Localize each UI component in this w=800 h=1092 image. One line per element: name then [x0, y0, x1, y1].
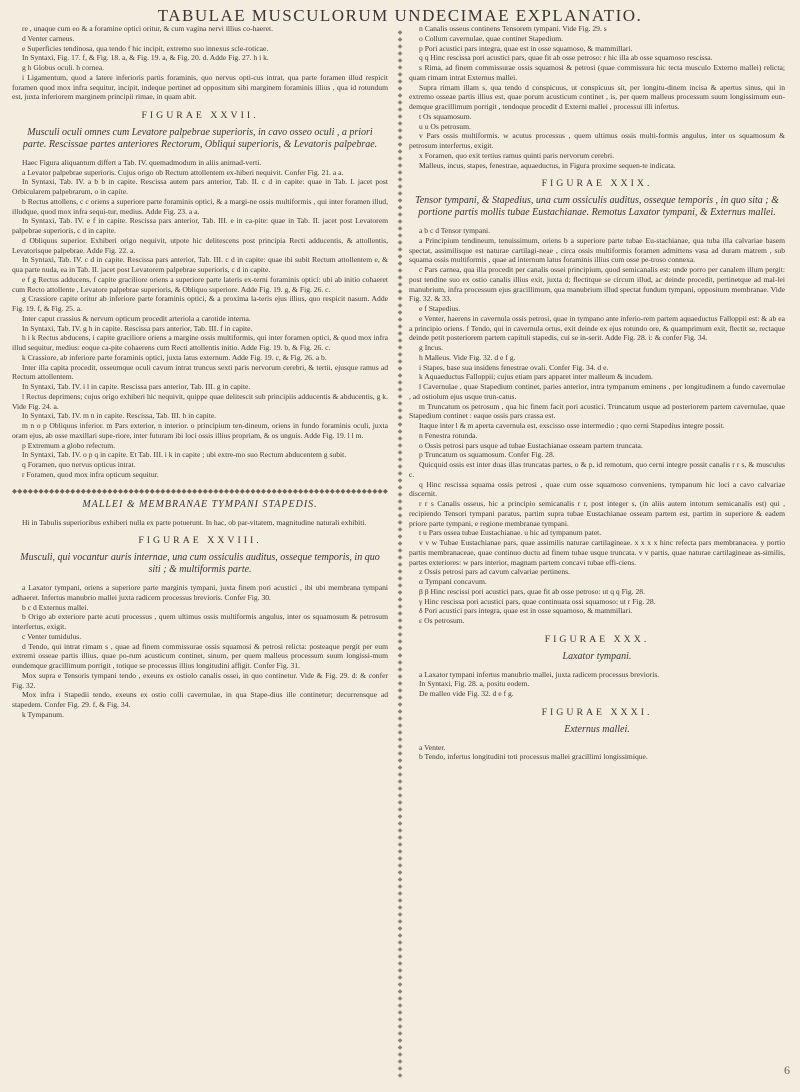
figure-29-caption: Tensor tympani, & Stapedius, una cum ossiculis auditus, osseque temporis , in quo sita ; & portione partis mollis tubae Eustachianae. Remotus Laxator tympani, & Externus mallei. [415, 195, 779, 218]
text-paragraph: Itaque inter l & m aperta cavernula est, exscisso osse intermedio ; quo cerni Stapedius integre possit. [419, 421, 725, 430]
text-paragraph: h Malleus. Vide Fig. 32. d e f g. [419, 352, 516, 362]
text-paragraph: δ Pori acustici pars integra, quae est in osse squamoso, & mammillari. [419, 606, 633, 616]
text-paragraph: d Tendo, qui intrat rimam s , quae ad finem commissurae ossis squamosi & petrosi relicta: posteaque pergit per eum extremi osseae partis illius, quae po-rum acusticum continet, sinum, per quem malleus processum suum longissi-mum eundemque gracillimum porrigit , totique se processus illius longitudini affigit. Confer Fig. 31. [12, 641, 388, 670]
left-column [12, 24, 388, 720]
text-paragraph: a Levator palpebrae superioris. Cujus origo ob Rectum attollentem ex-hiberi nequivit. Confer Fig. 21. a a. [22, 167, 344, 177]
text-paragraph: e f Stapedius. [419, 304, 461, 313]
text-paragraph: a Laxator tympani infertus manubrio mallei, juxta radicem processus brevioris. [419, 669, 660, 679]
text-paragraph: Quicquid ossis est inter duas illas truncatas partes, o & p, id remotum, quo cerni integre possit canalis r r s, & musculus c. [409, 460, 785, 479]
text-paragraph: g h Globus oculi. h cornea. [22, 63, 105, 72]
figure-30-title: FIGURAE XXX. [544, 633, 650, 645]
text-paragraph: In Syntaxi, Tab. IV. o p q in capite. Et Tab. III. i k in capite ; ubi extre-mo suo Rectum abducentem g subit. [22, 450, 347, 460]
text-paragraph: In Syntaxi, Fig. 17. f, & Fig. 18. a, & Fig. 19. a, & Fig. 20. d. Adde Fig. 27. h i k. [22, 53, 269, 63]
figure-27-title: FIGURAE XXVII. [141, 110, 259, 121]
text-paragraph: α Tympani concavum. [419, 577, 487, 586]
text-paragraph: a Principium tendineum, tenuissimum, oriens b a superiore parte tubae Eu-stachianae, qua tuba illa calvariae basem spectat, assimilisque est naturae cartilagi-neae , circa ossis multiformis foramen admittens vasa ad duram matrem , sub squama ossis multiformis , quae ad internum latus foraminis illius cum osse pe-troso connexa. [409, 235, 785, 265]
ornament-divider: ◆◆◆◆◆◆◆◆◆◆◆◆◆◆◆◆◆◆◆◆◆◆◆◆◆◆◆◆◆◆◆◆◆◆◆◆◆◆◆◆◆◆◆◆◆◆◆◆◆◆◆◆◆◆◆◆◆◆◆◆◆◆◆◆◆◆◆◆◆◆◆ [12, 487, 389, 495]
text-paragraph: r Foramen, quod mox infra opticum sequitur. [22, 469, 159, 479]
text-paragraph: k Crassiore, ab inferiore parte foraminis optici, juxta latus externum. Adde Fig. 19. c, & Fig. 26. a b. [22, 352, 327, 362]
text-paragraph: e Superficies tendinosa, qua tendo f hic incipit, extremo suo innexus scle-roticae. [22, 43, 269, 53]
text-paragraph: Mox infra i Stapedii tendo, exeuns ex ostio colli cavernulae, in qua Stape-dius ille continetur; decurrensque ad stapedem. Confer Fig. 29. f, & Fig. 34. [12, 690, 388, 709]
text-paragraph: m Truncatum os petrosum , qua hic finem facit pori acustici. Truncatum usque ad posteriorem partem cavernulae, quae Stapedium continet : eaque ossis pars crassa est. [409, 401, 785, 421]
figure-27-paragraphs [12, 158, 388, 480]
text-paragraph: c Venter tumidulus. [22, 631, 82, 641]
figure-28-caption: Musculi, qui vocantur auris internae, una cum ossiculis auditus, osseque temporis, in quo siti ; & multiformis parte. [20, 552, 380, 575]
figure-31-caption: Externus mallei. [564, 723, 630, 735]
text-paragraph: s Rima, ad finem commissurae ossis squamosi & petrosi (quae commissura hic tecta musculo Externo mallei) relicta; quam rimam intrat Externus mallei. [409, 63, 785, 82]
section-paragraphs [12, 518, 388, 528]
text-paragraph: b Tendo, infertus longitudini toti processus mallei gracillimi longissimique. [419, 752, 648, 762]
text-paragraph: x Foramen, quo exit tertius ramus quinti paris nervorum cerebri. [419, 150, 615, 160]
text-paragraph: β β Hinc rescissi pori acustici pars, quae fit ab osse petroso: ut q q Fig. 28. [419, 586, 646, 596]
text-paragraph: b c d Externus mallei. [22, 602, 89, 612]
text-paragraph: In Syntaxi, Tab. IV. a b b in capite. Rescissa autem pars anterior, Tab. II. c d in capite: quae in Tab. I. jacet post Orbicularem palpebrarum, o in capite. [12, 177, 388, 196]
text-paragraph: De malleo vide Fig. 32. d e f g. [419, 689, 514, 698]
text-paragraph: In Syntaxi, Tab. IV. i l in capite. Rescissa pars anterior, Tab. III. g in capite. [22, 382, 251, 391]
text-paragraph: r r s Canalis osseus, hic a principio semicanalis r r, post integer s, (in aliis autem intotum semicanalis est) qui , recipiendo Tensori tympani paratus, partim supra tubae Eustachianae osseam partem est, partim in superiore & eadem priore parte tympani, e regione membranae tympani. [409, 499, 785, 528]
text-paragraph: Malleus, incus, stapes, fenestrae, aquaeductus, in Figura proxime sequen-te indicata. [419, 160, 676, 170]
text-paragraph: In Syntaxi, Tab. IV. c d in capite. Rescissa pars anterior, Tab. III. c d in capite: quae ibi subit Rectum attollentem e, & qua parte nuda, ea in Tab. II. jacet post Levatorem palpebrae superioris, c d in capite. [12, 255, 388, 274]
text-paragraph: Inter caput crassius & nervum opticum procedit arteriola a carotide interna. [22, 313, 251, 323]
text-paragraph: z Ossis petrosi pars ad cavum calvariae pertinens. [419, 567, 570, 577]
text-paragraph: p Extremum a globo refectum. [22, 440, 115, 450]
text-paragraph: k Aquaeductus Falloppii; cujus etiam pars apparet inter malleum & incudem. [419, 372, 653, 382]
text-paragraph: g Crassiore capite oritur ab inferiore parte foraminis optici, & a proxima la-teris ejus illius, quo respicit nasum. Adde Fig. 19. f, & Fig. 25. a. [12, 294, 388, 313]
text-paragraph: o Ossis petrosi pars usque ad tubae Eustachianae osseam partem truncata. [419, 440, 643, 450]
text-paragraph: ε Os petrosum. [419, 616, 465, 625]
text-paragraph: a Venter. [419, 742, 446, 752]
column-divider: ◆ ◆ ◆ ◆ ◆ ◆ ◆ ◆ ◆ ◆ ◆ ◆ ◆ ◆ ◆ ◆ ◆ ◆ ◆ ◆ ◆ ◆ ◆ ◆ ◆ ◆ ◆ ◆ ◆ ◆ ◆ ◆ ◆ ◆ ◆ ◆ ◆ ◆ ◆ ◆ ◆ ◆ ◆ ◆ ◆ ◆ ◆ ◆ ◆ ◆ ◆ ◆ ◆ ◆ ◆ ◆ ◆ ◆ ◆ ◆ ◆ ◆ ◆ ◆ ◆ ◆ ◆ ◆ ◆ ◆ ◆ ◆ ◆ ◆ ◆ ◆ ◆ ◆ ◆ ◆ ◆ ◆ ◆ ◆ ◆ ◆ ◆ ◆ ◆ ◆ ◆ ◆ ◆ ◆ ◆ ◆ ◆ ◆ ◆ ◆ ◆ ◆ ◆ ◆ ◆ ◆ ◆ ◆ ◆ ◆ ◆ ◆ ◆ ◆ ◆ ◆ ◆ ◆ ◆ ◆ ◆ ◆ ◆ ◆ ◆ ◆ ◆ ◆ ◆ ◆ ◆ ◆ ◆ ◆ ◆ ◆ ◆ ◆ ◆ ◆ ◆ ◆ ◆ ◆ ◆ ◆ ◆ ◆ ◆ ◆ [397, 30, 403, 1079]
text-paragraph: e Venter, haerens in cavernula ossis petrosi, quae in tympano ante inferio-rem partem aquaeductus Falloppii est: & ab ea a principio oriens. f Tendo, qui in cavernula ortus, exit deinde ex ejus rotundo ore, & quamprimum exit, flectit se, rectaque deinde petit posteriorem partem capituli stapedis, cui se in-serit. Adde Fig. 28. i: & confer Fig. 34. [409, 313, 785, 343]
figure-29-paragraphs [409, 226, 785, 626]
text-paragraph: n Fenestra rotunda. [419, 430, 478, 440]
section-title: MALLEI & MEMBRANAE TYMPANI STAPEDIS. [82, 498, 318, 510]
text-paragraph: b Origo ab exteriore parte acuti processus , quem ultimus ossis multiformis angulus, inter os squamosum & petrosum interfertus, exigit. [12, 612, 388, 631]
right-top-paragraphs [409, 24, 785, 170]
right-column [409, 24, 785, 762]
text-paragraph: c Pars carnea, qua illa procedit per canalis ossei principium, quod semicanalis est: unde porro per canalem illum pergit: post tendine suo ex ostio canalis illius exit, juxta d; flectitque se circum illud, ac deinde procedit, pertinetque ad mal-lei manubrium, infra processum ejus gracillimum, qua manubrium illud spectat fundum tympani, oppositum membranae. Vide Fig. 32. & 33. [409, 265, 785, 304]
text-paragraph: l Cavernulae , quae Stapedium continet, paries anterior, intra tympanum eminens , per longitudinem a fundo cavernulae , ad ostiolum ejus usque trun-catus. [409, 382, 785, 401]
text-paragraph: i Stapes, base sua insidens fenestrae ovali. Confer Fig. 34. d e. [419, 362, 609, 372]
figure-28-title: FIGURAE XXVIII. [138, 535, 262, 547]
text-paragraph: d Venter carneus. [22, 33, 75, 43]
text-paragraph: p Pori acustici pars integra, quae est in osse squamoso, & mammillari. [419, 43, 633, 53]
text-paragraph: t u Pars ossea tubae Eustachianae. u hic ad tympanum patet. [419, 528, 602, 538]
text-paragraph: Mox supra e Tensoris tympani tendo , exeuns ex ostiolo canalis ossei, in quo continetur. Vide & Fig. 29. d: & confer Fig. 32. [12, 670, 388, 690]
figure-30-paragraphs [409, 670, 785, 699]
text-paragraph: u u Os petrosum. [419, 121, 471, 131]
text-paragraph: q q Hinc rescissa pori acustici pars, quae fit ab osse petroso: r hic illa ab osse squamoso rescissa. [419, 53, 713, 63]
text-paragraph: Haec Figura aliquantum differt a Tab. IV. quemadmodum in aliis animad-verti. [22, 157, 262, 167]
text-paragraph: g Incus. [419, 343, 444, 352]
text-paragraph: k Tympanum. [22, 709, 64, 719]
text-paragraph: Hi in Tabulis superioribus exhiberi nulla ex parte potuerunt. In hac, ob par-vitatem, magnitudine naturali exhibiti. [22, 517, 367, 527]
text-paragraph: i Ligamentum, quod a latere inferioris partis foraminis, quo nervus opti-cus intrat, qua parte foramen illud respicit foramen quod mox infra sequitur, incipit, indeque pertinet ad oppositum sibi marginem foraminis illius , qua id rotundum est, juxta inferiorem marginem principii rimae, in quam abit. [12, 72, 388, 102]
text-paragraph: t Os squamosum. [419, 111, 472, 121]
text-paragraph: e f g Rectus adducens, f capite graciliore oriens a superiore parte lateris ex-terni foraminis optici: ubi ab initio cohaeret cum Recto attollente , Levatore palpebrae superioris, & Obliquo superiore. Adde Fig. 19. g, & Fig. 26. c. [12, 274, 388, 294]
text-paragraph: Supra rimam illam s, qua tendo d conspicuus, ut conspicuus sit, per longitu-dinem incisa & apertus sinus, qui in extremo osseae partis illius est, quae porum acusticum continet , is, per quem malleus processum suum longissimum eun-demque gracillimum porrigit , tendoque procedit d Externi mallei , processui illi infertus. [409, 82, 785, 111]
figure-31-title: FIGURAE XXXI. [541, 706, 653, 718]
text-paragraph: q Foramen, quo nervus opticus intrat. [22, 460, 136, 469]
text-paragraph: p Truncatum os squamosum. Confer Fig. 28. [419, 450, 555, 460]
text-paragraph: q Hinc rescissa squama ossis petrosi , quae cum osse squamoso conveniens, tympanum hic loci a cavo calvariae discernit. [409, 479, 785, 499]
page-header: TABULAE MUSCULORUM UNDECIMAE EXPLANATIO. [157, 6, 643, 25]
text-paragraph: m n o p Obliquus inferior. m Pars exterior, n interior. o principium ten-dineum, oriens in fundo foraminis oculi, juxta oram ejus, ab osse maxillari supe-riore, inter futuram ibi loci ossis illius propriam, & os unguis. Adde Fig. 19. l l m. [12, 421, 388, 440]
text-paragraph: a b c d Tensor tympani. [419, 226, 491, 235]
text-paragraph: In Syntaxi, Tab. IV. m n in capite. Rescissa, Tab. III. h in capite. [22, 411, 217, 421]
text-paragraph: d Obliquus superior. Exhiberi origo nequivit, utpote hic delitescens post principia Recti adducentis, & attollentis, Levatorisque palpebrae. Adde Fig. 22. a. [12, 235, 388, 255]
text-paragraph: o Collum cavernulae, quae continet Stapedium. [419, 33, 564, 43]
page-number: 6 [784, 1063, 790, 1077]
text-paragraph: In Syntaxi, Fig. 28. a, positu eodem. [419, 679, 530, 689]
left-top-paragraphs [12, 24, 388, 102]
text-paragraph: v v w Tubae Eustachianae pars, quae assimilis naturae cartilagineae. x x x x hinc refecta pars membranacea. y portio partis membranaceae, quae continuo ductu ad finem tubae usque truncata. v v partis, quae naturae cartilagineae as-similis, partes exteriores: w pars interior, magnam partem concavi tubae effi-ciens. [409, 538, 785, 567]
figure-27-caption: Musculi oculi omnes cum Levatore palpebrae superioris, in cavo osseo oculi , a priori parte. Rescissae partes anteriores Rectorum, Obliqui superioris, & Levatoris palpebrae. [22, 126, 378, 150]
text-paragraph: b Rectus attollens, c c oriens a superiore parte foraminis optici, & a margi-ne ossis multiformis , qui inter foramen illud, illudque, quod mox infra sequi-tur, medius. Adde Fig. 23. a a. [12, 196, 388, 216]
text-paragraph: l Rectus deprimens; cujus origo exhiberi hic nequivit, quippe quae delitescit sub principiis adducentis & abducentis, g k. Vide Fig. 24. a. [12, 391, 388, 411]
text-paragraph: In Syntaxi, Tab. IV. g h in capite. Rescissa pars anterior, Tab. III. f in capite. [22, 323, 253, 333]
text-paragraph: h i k Rectus abducens, i capite graciliore oriens a margine ossis multiformis, qui inter foramen optici, & quod mox infra illud sequitur, medius: eoque ca-pite cohaerens cum Recti attollentis initio. Adde Fig. 19. b, & Fig. 26. c. [12, 333, 388, 352]
figure-28-paragraphs [12, 583, 388, 720]
figure-29-title: FIGURAE XXIX. [541, 178, 653, 190]
text-paragraph: v Pars ossis multiformis. w acutus processus , quem ultimus ossis multi-formis angulus, inter os squamosum & petrosum interfertus, exigit. [409, 131, 785, 150]
text-paragraph: re , unaque cum eo & a foramine optici oritur, & cum vagina nervi illius co-haeret. [22, 24, 274, 33]
text-paragraph: In Syntaxi, Tab. IV. e f in capite. Rescissa pars anterior, Tab. III. e in ca-pite: quae in Tab. II. jacet post Levatorem palpebrae superioris, c d in capite. [12, 216, 388, 235]
figure-30-caption: Laxator tympani. [562, 650, 632, 662]
text-paragraph: γ Hinc rescissa pori acustici pars, quae continuata ossi squamoso: ut r Fig. 28. [419, 596, 656, 606]
figure-31-paragraphs [409, 743, 785, 763]
text-paragraph: a Laxator tympani, oriens a superiore parte marginis tympani, juxta finem pori acustici , ibi ubi membrana tympani adhaeret. Infertus manubrio mallei juxta radicem processus brevioris. Confer Fig. 30. [12, 583, 388, 602]
text-paragraph: Inter illa capita procedit, osseumque oculi cavum intrat truncus sexti paris nervorum cerebri, & tertii, ejusque ramus ad Rectum attollentem. [12, 362, 388, 382]
text-paragraph: n Canalis osseus continens Tensorem tympani. Vide Fig. 29. s [419, 24, 607, 33]
